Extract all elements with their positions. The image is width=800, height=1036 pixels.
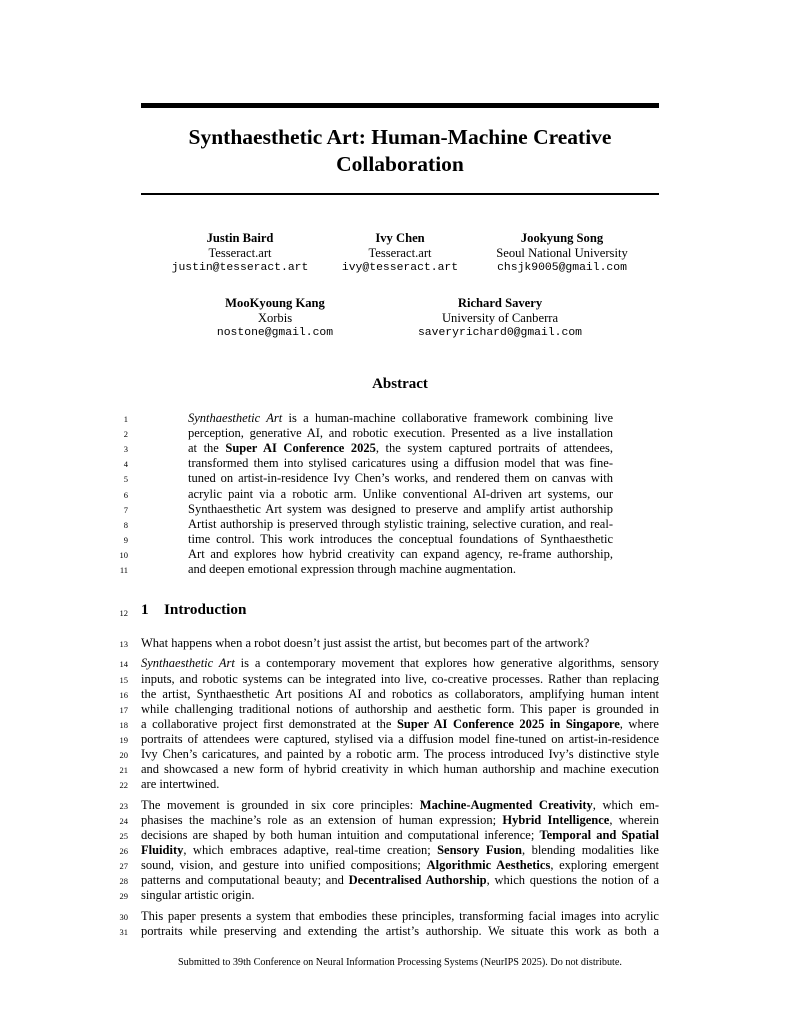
author-block — [400, 296, 600, 341]
line-number: 19 — [119, 734, 128, 745]
text-line — [188, 441, 613, 456]
text-span: perception, generative AI, and robotic execution. Presented as a live installation — [188, 426, 613, 441]
text-line — [141, 777, 659, 792]
author-email: justin@tesseract.art — [171, 262, 309, 274]
author-name: MooKyoung Kang — [225, 296, 325, 310]
line-number: 28 — [119, 876, 128, 887]
line-number: 10 — [119, 549, 128, 560]
line-number: 20 — [119, 750, 128, 760]
italic-text: Synthaesthetic Art — [188, 411, 283, 425]
bold-text: Sensory Fusion — [437, 842, 523, 857]
author-affiliation: Tesseract.art — [368, 246, 432, 260]
text-line — [141, 672, 659, 687]
text-span: , where — [619, 716, 659, 731]
text-span: transformed them into stylised caricatures using a diffusion model that was fine- — [188, 456, 613, 471]
line-number: 21 — [119, 765, 128, 776]
text-span: is a contemporary movement that explores how generative algorithms, sensory — [234, 656, 659, 671]
bold-text: Super AI Conference 2025 in Singapore — [396, 716, 620, 731]
line-number: 4 — [123, 459, 128, 470]
line-number: 26 — [119, 845, 128, 856]
line-number: 30 — [119, 911, 128, 922]
author-email: chsjk9005@gmail.com — [497, 262, 627, 274]
italic-text: Synthaesthetic Art — [141, 656, 235, 671]
abstract-heading: Abstract — [372, 376, 428, 392]
text-line — [188, 547, 613, 562]
section-title: Introduction — [164, 601, 247, 618]
text-span: a collaborative project first demonstrated at the — [141, 716, 397, 731]
text-line — [141, 909, 659, 924]
author-affiliation: Xorbis — [257, 311, 293, 325]
line-number: 15 — [119, 674, 128, 685]
line-number: 9 — [123, 534, 128, 545]
author-block — [330, 231, 470, 276]
paper-title — [141, 124, 659, 178]
text-span: This paper presents a system that embodies these principles, transforming facial images into acrylic — [141, 908, 659, 923]
text-span: is a human-machine collaborative framework combining live — [282, 411, 614, 425]
text-line — [141, 798, 659, 813]
line-number: 14 — [119, 659, 128, 670]
section-heading — [141, 601, 246, 619]
bold-text: Fluidity — [141, 842, 184, 857]
text-line — [188, 471, 613, 486]
text-span: , which questions the notion of a — [486, 873, 660, 888]
text-span: the artist, Synthaesthetic Art positions AI and robotics as collaborators, amplifying human intent — [141, 686, 659, 701]
text-span: , the system captured portraits of attendees, — [375, 441, 613, 456]
text-span: portraits while preserving and extending the artist’s authorship. We situate this work as both a — [141, 923, 659, 938]
text-line — [141, 888, 659, 903]
text-line — [141, 873, 659, 888]
text-span: , blending modalities like — [522, 842, 659, 857]
author-block — [160, 231, 320, 276]
text-span: singular artistic origin. — [141, 888, 255, 903]
text-line — [141, 702, 659, 717]
text-line — [141, 843, 659, 858]
text-line — [141, 717, 659, 732]
author-affiliation: Tesseract.art — [208, 246, 272, 260]
author-name: Ivy Chen — [375, 231, 425, 245]
line-number: 12 — [119, 608, 128, 618]
line-number: 6 — [123, 489, 128, 500]
author-email: nostone@gmail.com — [216, 327, 334, 339]
author-email: saveryrichard0@gmail.com — [417, 327, 583, 339]
line-number: 17 — [119, 704, 128, 715]
line-number: 5 — [123, 474, 128, 485]
text-span: acrylic paint via a robotic arm. Unlike conventional AI-driven art systems, our — [188, 486, 613, 501]
text-span: tuned on artist-in-residence Ivy Chen’s works, and rendered them on canvas with — [188, 471, 613, 486]
author-email: ivy@tesseract.art — [341, 262, 459, 274]
text-span: What happens when a robot doesn’t just assist the artist, but becomes part of the artwork? — [141, 636, 590, 650]
text-span: are intertwined. — [141, 777, 220, 792]
text-span: at the — [188, 441, 226, 456]
text-line — [141, 828, 659, 843]
author-affiliation: University of Canberra — [441, 311, 559, 325]
line-number: 3 — [123, 444, 128, 455]
text-span: , which em- — [592, 797, 659, 812]
title-top-rule — [141, 103, 659, 108]
section-number: 1 — [141, 601, 149, 618]
bold-text: Hybrid Intelligence — [502, 812, 610, 827]
title-line-2: Collaboration — [336, 152, 464, 176]
bold-text: Temporal and Spatial — [539, 827, 659, 842]
author-name: Justin Baird — [206, 231, 274, 245]
line-number: 2 — [123, 429, 128, 440]
text-span: Artist authorship is preserved through stylistic training, selective curation, and real- — [188, 516, 613, 531]
text-line — [141, 656, 659, 671]
text-span: time control. This work introduces the conceptual foundations of Synthaesthetic — [188, 531, 613, 546]
text-span: , which embraces adaptive, real-time creation; — [183, 842, 438, 857]
text-span: Synthaesthetic Art system was designed to preserve and amplify artist authorship — [188, 501, 613, 516]
text-span: inputs, and robotic systems can be integrated into live, co-creative processes. Rather than replacing — [141, 671, 659, 686]
text-span: sound, vision, and gesture into unified compositions; — [141, 858, 427, 872]
text-span: Ivy Chen’s caricatures, and painted by a robotic arm. The process introduced Ivy’s distinctive style — [141, 747, 659, 761]
line-number: 16 — [119, 689, 128, 700]
text-line — [188, 502, 613, 517]
text-span: patterns and computational beauty; and — [141, 873, 349, 888]
text-line — [188, 562, 613, 577]
text-line — [141, 687, 659, 702]
line-number: 7 — [123, 504, 128, 515]
text-span: and deepen emotional expression through machine augmentation. — [188, 562, 517, 576]
text-line — [188, 411, 613, 426]
author-name: Jookyung Song — [520, 231, 604, 245]
text-line — [141, 813, 659, 828]
text-span: and showcased a new form of hybrid creativity in which human authorship and machine execution — [141, 762, 659, 777]
bold-text: Machine-Augmented Creativity — [419, 797, 593, 812]
line-number: 29 — [119, 891, 128, 902]
text-line — [141, 924, 659, 939]
line-number: 22 — [119, 780, 128, 791]
line-number: 8 — [123, 519, 128, 530]
text-span: The movement is grounded in six core principles: — [141, 797, 420, 812]
line-number: 31 — [119, 926, 128, 937]
text-line — [141, 747, 659, 762]
text-span: , wherein — [609, 812, 659, 827]
text-span: portraits of attendees were captured, stylised via a diffusion model fine-tuned on artist-in-residence — [141, 731, 659, 746]
text-line — [141, 636, 659, 651]
bold-text: Super AI Conference 2025 — [225, 441, 376, 456]
line-number: 25 — [119, 830, 128, 841]
line-number: 27 — [119, 861, 128, 871]
text-span: decisions are shaped by both human intuition and computational inference; — [141, 827, 540, 842]
bold-text: Decentralised Authorship — [348, 873, 487, 888]
submission-footer: Submitted to 39th Conference on Neural Information Processing Systems (NeurIPS 2025). Do not distribute. — [178, 957, 622, 968]
title-line-1: Synthaesthetic Art: Human-Machine Creative — [188, 125, 612, 149]
bold-text: Algorithmic Aesthetics — [426, 858, 551, 872]
author-name: Richard Savery — [457, 296, 543, 310]
author-block — [480, 231, 644, 276]
line-number: 1 — [123, 414, 128, 424]
title-bottom-rule — [141, 193, 659, 195]
text-line — [188, 517, 613, 532]
line-number: 13 — [119, 639, 128, 649]
line-number: 23 — [119, 800, 128, 811]
text-line — [141, 762, 659, 777]
text-span: while challenging traditional notions of authorship and aesthetic form. This paper is grounded in — [141, 701, 659, 716]
text-span: Art and explores how hybrid creativity can expand agency, re-frame authorship, — [188, 546, 613, 561]
text-line — [141, 858, 659, 873]
text-line — [188, 532, 613, 547]
line-number: 24 — [119, 815, 128, 826]
text-line — [188, 456, 613, 471]
text-line — [188, 487, 613, 502]
author-block — [200, 296, 350, 341]
text-span: , exploring emergent — [550, 858, 659, 872]
author-affiliation: Seoul National University — [496, 246, 628, 260]
line-number: 18 — [119, 719, 128, 730]
line-number: 11 — [119, 565, 128, 575]
text-span: phasises the machine’s role as an extension of human expression; — [141, 812, 503, 827]
text-line — [141, 732, 659, 747]
text-line — [188, 426, 613, 441]
